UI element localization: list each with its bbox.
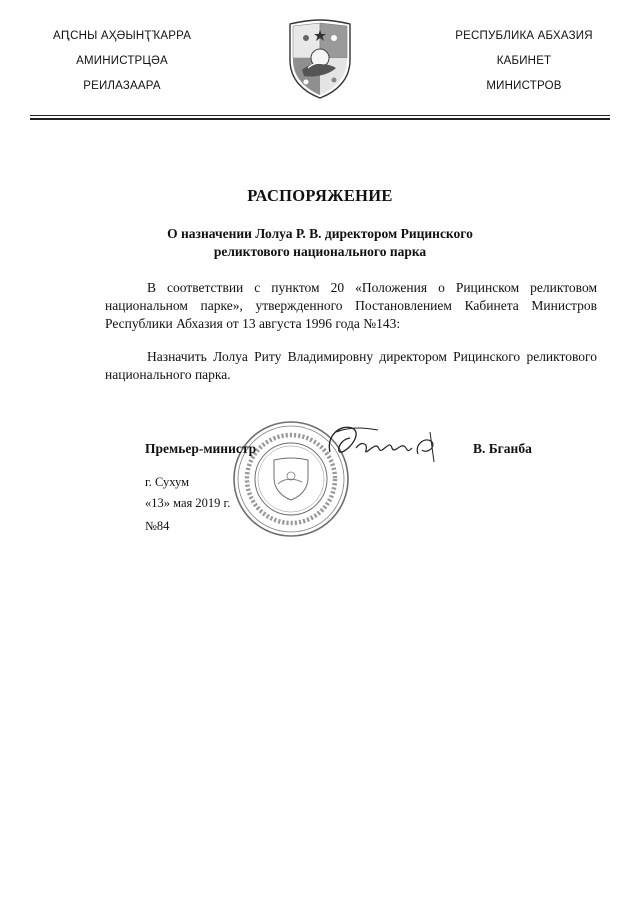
- handwritten-signature-icon: [322, 418, 450, 470]
- document-number: №84: [145, 519, 170, 533]
- header-right-line-1: РЕСПУБЛИКА АБХАЗИЯ: [455, 30, 593, 42]
- document-city: г. Сухум: [145, 475, 190, 489]
- paragraph-basis: В соответствии с пунктом 20 «Положения о Рицинском реликтовом национальном парке», утвержденного Постановлением Кабинета Министров Республики Абхазия от 13 августа 1996 года №143:: [105, 280, 597, 331]
- abkhazia-coat-of-arms-icon: [286, 18, 354, 100]
- header-right: [414, 24, 634, 99]
- header-left-line-3: РЕИЛАЗААРА: [83, 80, 161, 92]
- header-rule-thin: [30, 115, 610, 116]
- header-left-line-1: АԤСНЫ АҲӘЫНҬҠАРРА: [52, 30, 192, 42]
- header-right-line-3: МИНИСТРОВ: [486, 80, 562, 92]
- document-subject: [140, 225, 500, 261]
- header-left: [12, 24, 232, 99]
- header-left-line-2: АМИНИСТРЦӘА: [76, 55, 168, 67]
- subject-line-1: О назначении Лолуа Р. В. директором Рицинского: [167, 226, 473, 241]
- subject-line-2: реликтового национального парка: [213, 244, 427, 259]
- document-title: РАСПОРЯЖЕНИЕ: [247, 186, 393, 205]
- header-right-line-2: КАБИНЕТ: [496, 55, 552, 67]
- signatory-name: В. Бганба: [473, 441, 532, 456]
- signatory-title: Премьер-министр: [145, 441, 257, 456]
- paragraph-appointment: Назначить Лолуа Риту Владимировну директором Рицинского реликтового национального парка.: [105, 349, 597, 382]
- header-rule-thick: [30, 118, 610, 120]
- document-date: «13» мая 2019 г.: [145, 496, 231, 510]
